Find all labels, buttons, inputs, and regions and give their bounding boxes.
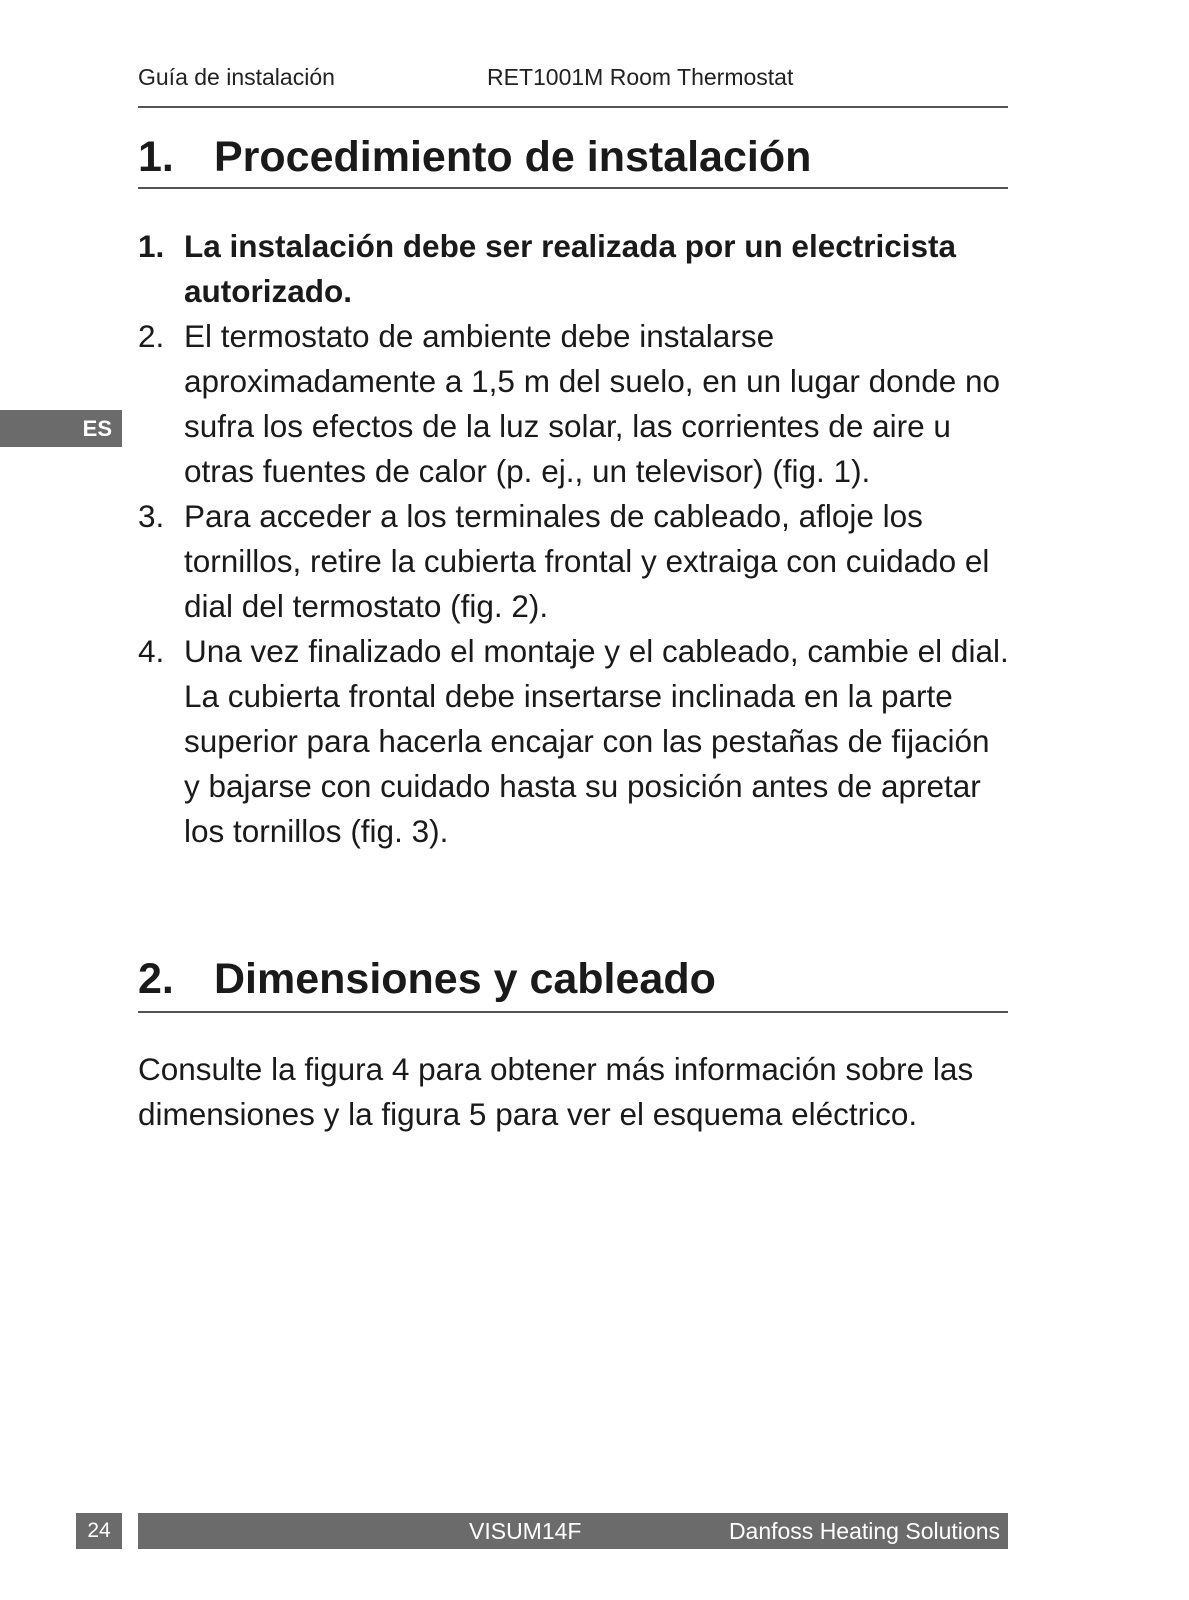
section-2-title: Dimensiones y cableado	[214, 955, 716, 1003]
section-1-title: Procedimiento de instalación	[214, 133, 812, 181]
header-rule	[138, 106, 1008, 108]
section-2-body: Consulte la figura 4 para obtener más información sobre las dimensiones y la figura 5 para ver el esquema eléctrico.	[138, 1051, 974, 1132]
step-text: El termostato de ambiente debe instalarse aproximadamente a 1,5 m del suelo, en un lugar donde no sufra los efectos de la luz solar, las corrientes de aire u otras fuentes de calor (p. ej., un televisor) (fig. 1).	[184, 318, 1001, 489]
company-name: Danfoss Heating Solutions	[728, 1518, 1000, 1544]
section-2-heading	[138, 955, 716, 1004]
section-1-rule	[138, 187, 1008, 189]
section-2-rule	[138, 1011, 1008, 1013]
step-number: 4.	[138, 633, 165, 669]
step-number: 1.	[138, 228, 165, 264]
step-item	[138, 494, 1013, 629]
document-code: VISUM14F	[469, 1518, 582, 1544]
step-text: Para acceder a los terminales de cableado, afloje los tornillos, retire la cubierta frontal y extraiga con cuidado el dial del termostato (fig. 2).	[184, 498, 990, 624]
step-text: Una vez finalizado el montaje y el cableado, cambie el dial. La cubierta frontal debe insertarse inclinada en la parte superior para hacerla encajar con las pestañas de fijación y bajarse con cuidado hasta su posición antes de apretar los tornillos (fig. 3).	[184, 633, 1009, 849]
step-text: La instalación debe ser realizada por un electricista autorizado.	[184, 228, 957, 309]
page-footer	[138, 1513, 1008, 1549]
step-item	[138, 629, 1013, 854]
page-header	[138, 64, 1008, 94]
step-number: 3.	[138, 498, 165, 534]
step-item	[138, 224, 1013, 314]
step-item	[138, 314, 1013, 494]
language-tab: ES	[0, 410, 122, 447]
section-2-number: 2.	[138, 955, 174, 1003]
section-1-number: 1.	[138, 133, 174, 181]
header-product-name: RET1001M Room Thermostat	[487, 64, 794, 90]
header-guide-title: Guía de instalación	[138, 64, 335, 90]
step-number: 2.	[138, 318, 165, 354]
installation-steps-list	[138, 224, 1013, 854]
section-1-heading	[138, 133, 811, 182]
page-number: 24	[76, 1513, 122, 1549]
